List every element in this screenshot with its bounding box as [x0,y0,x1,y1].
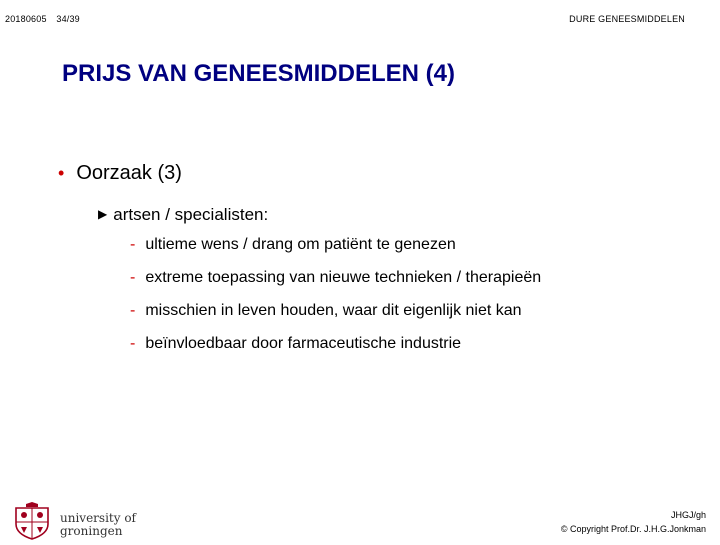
slide-page-number: 34/39 [56,14,80,24]
triangle-right-icon: ▶ [98,207,108,221]
bullet-level-3-text: ultieme wens / drang om patiënt te genezen [145,236,456,253]
slide-header-left [5,14,80,24]
university-logo-text [60,512,136,538]
logo-line-1: university of [60,511,136,525]
bullet-level-3-text: extreme toepassing van nieuwe technieken / therapieën [145,269,542,286]
bullet-level-3 [130,302,522,320]
footer-copyright: © Copyright Prof.Dr. J.H.G.Jonkman [560,524,706,534]
slide-title: PRIJS VAN GENEESMIDDELEN (4) [62,60,455,87]
bullet-level-3 [130,269,541,287]
bullet-level-1-text: Oorzaak (3) [76,162,182,184]
university-crest-icon [12,502,52,540]
bullet-level-3-text: beïnvloedbaar door farmaceutische industrie [145,335,462,352]
footer-credits [561,508,706,536]
dash-icon: - [130,302,136,319]
university-logo [12,502,137,542]
bullet-level-1 [58,162,182,185]
logo-line-2: groningen [60,524,123,538]
bullet-level-2-text: artsen / specialisten: [113,205,269,224]
slide-section-title: DURE GENEESMIDDELEN [569,14,685,24]
dash-icon: - [130,335,136,352]
bullet-level-3 [130,236,456,254]
slide-date: 20180605 [5,14,47,24]
dash-icon: - [130,236,136,253]
bullet-dot-icon: • [58,163,65,183]
footer-initials: JHGJ/gh [670,510,706,520]
bullet-level-3-text: misschien in leven houden, waar dit eigenlijk niet kan [145,302,522,319]
bullet-level-2 [98,205,268,225]
bullet-level-3 [130,335,461,353]
dash-icon: - [130,269,136,286]
